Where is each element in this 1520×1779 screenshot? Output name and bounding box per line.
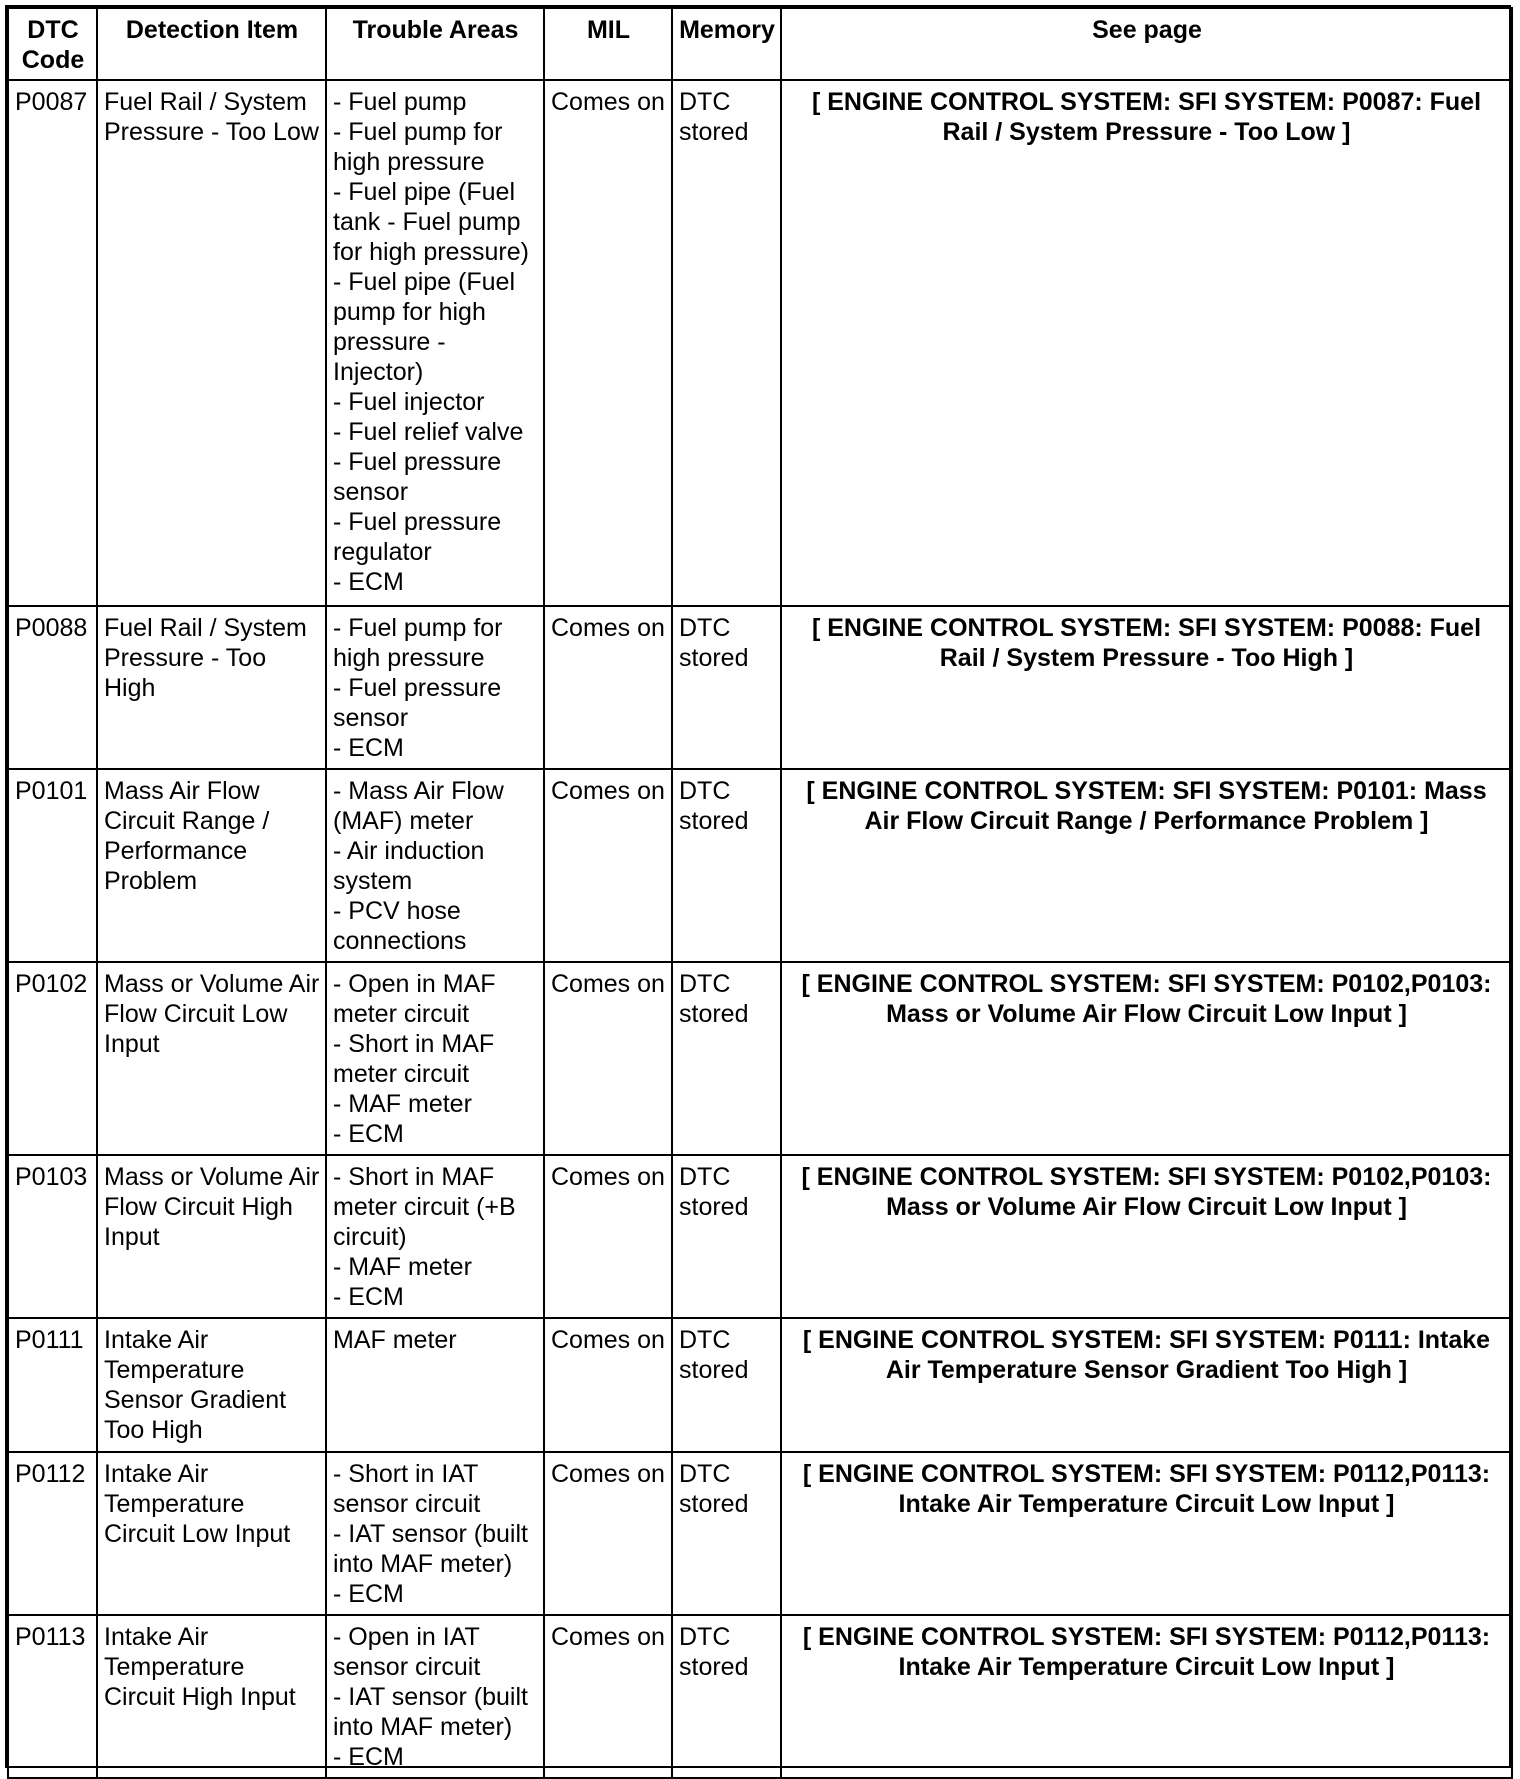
header-dtc-code: DTC Code xyxy=(8,8,97,80)
mil-cell: Comes on xyxy=(544,1615,672,1778)
dtc-code-cell: P0112 xyxy=(8,1452,97,1615)
see-page-link: [ ENGINE CONTROL SYSTEM: SFI SYSTEM: P0112,P0113: Intake Air Temperature Circuit Low Input ] xyxy=(781,1452,1512,1615)
trouble-area-item: - Fuel pipe (Fuel pump for high pressure - Injector) xyxy=(333,268,516,386)
trouble-area-item: - Fuel pump for high pressure xyxy=(333,118,503,176)
dtc-code-cell: P0111 xyxy=(8,1318,97,1452)
trouble-areas-cell xyxy=(326,1318,544,1452)
trouble-area-item: - IAT sensor (built into MAF meter) xyxy=(333,1520,528,1578)
memory-cell: DTC stored xyxy=(672,962,781,1155)
table-row xyxy=(8,80,1512,606)
trouble-area-item: - Fuel pressure regulator xyxy=(333,508,502,566)
trouble-area-item: - Fuel injector xyxy=(333,388,485,416)
trouble-areas-cell xyxy=(326,962,544,1155)
trouble-area-item: - Air induction system xyxy=(333,837,485,895)
dtc-code-cell: P0088 xyxy=(8,606,97,769)
table-row xyxy=(8,1318,1512,1452)
trouble-area-item: - Fuel pressure sensor xyxy=(333,448,502,506)
mil-cell: Comes on xyxy=(544,1318,672,1452)
mil-cell: Comes on xyxy=(544,769,672,962)
trouble-area-item: - Short in MAF meter circuit (+B circuit) xyxy=(333,1163,516,1251)
see-page-link: [ ENGINE CONTROL SYSTEM: SFI SYSTEM: P0112,P0113: Intake Air Temperature Circuit Low Input ] xyxy=(781,1615,1512,1778)
trouble-area-item: MAF meter xyxy=(333,1326,457,1354)
trouble-area-item: - IAT sensor (built into MAF meter) xyxy=(333,1683,528,1741)
detection-item-cell: Fuel Rail / System Pressure - Too Low xyxy=(97,80,326,606)
trouble-areas-cell xyxy=(326,1615,544,1778)
table-row xyxy=(8,769,1512,962)
memory-cell: DTC stored xyxy=(672,606,781,769)
mil-cell: Comes on xyxy=(544,80,672,606)
trouble-area-item: - ECM xyxy=(333,1120,404,1148)
trouble-area-item: - ECM xyxy=(333,1580,404,1608)
trouble-area-item: - MAF meter xyxy=(333,1253,472,1281)
header-mil: MIL xyxy=(544,8,672,80)
trouble-area-item: - Short in MAF meter circuit xyxy=(333,1030,495,1088)
trouble-area-item: - Mass Air Flow (MAF) meter xyxy=(333,777,504,835)
see-page-link: [ ENGINE CONTROL SYSTEM: SFI SYSTEM: P0101: Mass Air Flow Circuit Range / Performance Problem ] xyxy=(781,769,1512,962)
trouble-area-item: - Fuel pressure sensor xyxy=(333,674,502,732)
dtc-code-cell: P0113 xyxy=(8,1615,97,1778)
see-page-link: [ ENGINE CONTROL SYSTEM: SFI SYSTEM: P0102,P0103: Mass or Volume Air Flow Circuit Low Input ] xyxy=(781,962,1512,1155)
trouble-area-item: - Fuel pipe (Fuel tank - Fuel pump for high pressure) xyxy=(333,178,529,266)
memory-cell: DTC stored xyxy=(672,1155,781,1318)
detection-item-cell: Mass or Volume Air Flow Circuit High Input xyxy=(97,1155,326,1318)
header-detection-item: Detection Item xyxy=(97,8,326,80)
see-page-link: [ ENGINE CONTROL SYSTEM: SFI SYSTEM: P0102,P0103: Mass or Volume Air Flow Circuit Low Input ] xyxy=(781,1155,1512,1318)
trouble-areas-cell xyxy=(326,1155,544,1318)
trouble-area-item: - ECM xyxy=(333,568,404,596)
detection-item-cell: Intake Air Temperature Circuit High Input xyxy=(97,1615,326,1778)
see-page-link: [ ENGINE CONTROL SYSTEM: SFI SYSTEM: P0087: Fuel Rail / System Pressure - Too Low ] xyxy=(781,80,1512,606)
see-page-link: [ ENGINE CONTROL SYSTEM: SFI SYSTEM: P0088: Fuel Rail / System Pressure - Too High ] xyxy=(781,606,1512,769)
mil-cell: Comes on xyxy=(544,962,672,1155)
detection-item-cell: Fuel Rail / System Pressure - Too High xyxy=(97,606,326,769)
trouble-areas-cell xyxy=(326,769,544,962)
mil-cell: Comes on xyxy=(544,1452,672,1615)
trouble-area-item: - ECM xyxy=(333,1743,404,1771)
trouble-area-item: - Fuel pump for high pressure xyxy=(333,614,503,672)
trouble-area-item: - ECM xyxy=(333,734,404,762)
table-row xyxy=(8,606,1512,769)
mil-cell: Comes on xyxy=(544,1155,672,1318)
table-body xyxy=(8,80,1512,1778)
trouble-area-item: - Fuel pump xyxy=(333,88,467,116)
trouble-area-item: - Short in IAT sensor circuit xyxy=(333,1460,481,1518)
trouble-area-item: - PCV hose connections xyxy=(333,897,467,955)
trouble-area-item: - Open in MAF meter circuit xyxy=(333,970,496,1028)
header-trouble-areas: Trouble Areas xyxy=(326,8,544,80)
table-row xyxy=(8,962,1512,1155)
trouble-area-item: - MAF meter xyxy=(333,1090,472,1118)
table-header xyxy=(8,8,1512,80)
memory-cell: DTC stored xyxy=(672,80,781,606)
trouble-area-item: - ECM xyxy=(333,1283,404,1311)
detection-item-cell: Intake Air Temperature Circuit Low Input xyxy=(97,1452,326,1615)
trouble-areas-cell xyxy=(326,80,544,606)
memory-cell: DTC stored xyxy=(672,769,781,962)
memory-cell: DTC stored xyxy=(672,1615,781,1778)
dtc-code-cell: P0102 xyxy=(8,962,97,1155)
detection-item-cell: Mass Air Flow Circuit Range / Performance Problem xyxy=(97,769,326,962)
header-see-page: See page xyxy=(781,8,1512,80)
table-row xyxy=(8,1155,1512,1318)
see-page-link: [ ENGINE CONTROL SYSTEM: SFI SYSTEM: P0111: Intake Air Temperature Sensor Gradient Too High ] xyxy=(781,1318,1512,1452)
mil-cell: Comes on xyxy=(544,606,672,769)
detection-item-cell: Mass or Volume Air Flow Circuit Low Input xyxy=(97,962,326,1155)
detection-item-cell: Intake Air Temperature Sensor Gradient Too High xyxy=(97,1318,326,1452)
memory-cell: DTC stored xyxy=(672,1452,781,1615)
table-row xyxy=(8,1615,1512,1778)
trouble-area-item: - Open in IAT sensor circuit xyxy=(333,1623,481,1681)
trouble-areas-cell xyxy=(326,1452,544,1615)
dtc-code-cell: P0103 xyxy=(8,1155,97,1318)
trouble-area-item: - Fuel relief valve xyxy=(333,418,524,446)
table-row xyxy=(8,1452,1512,1615)
header-row xyxy=(8,8,1512,80)
memory-cell: DTC stored xyxy=(672,1318,781,1452)
dtc-table xyxy=(7,7,1513,1779)
dtc-code-cell: P0087 xyxy=(8,80,97,606)
dtc-code-cell: P0101 xyxy=(8,769,97,962)
trouble-areas-cell xyxy=(326,606,544,769)
header-memory: Memory xyxy=(672,8,781,80)
